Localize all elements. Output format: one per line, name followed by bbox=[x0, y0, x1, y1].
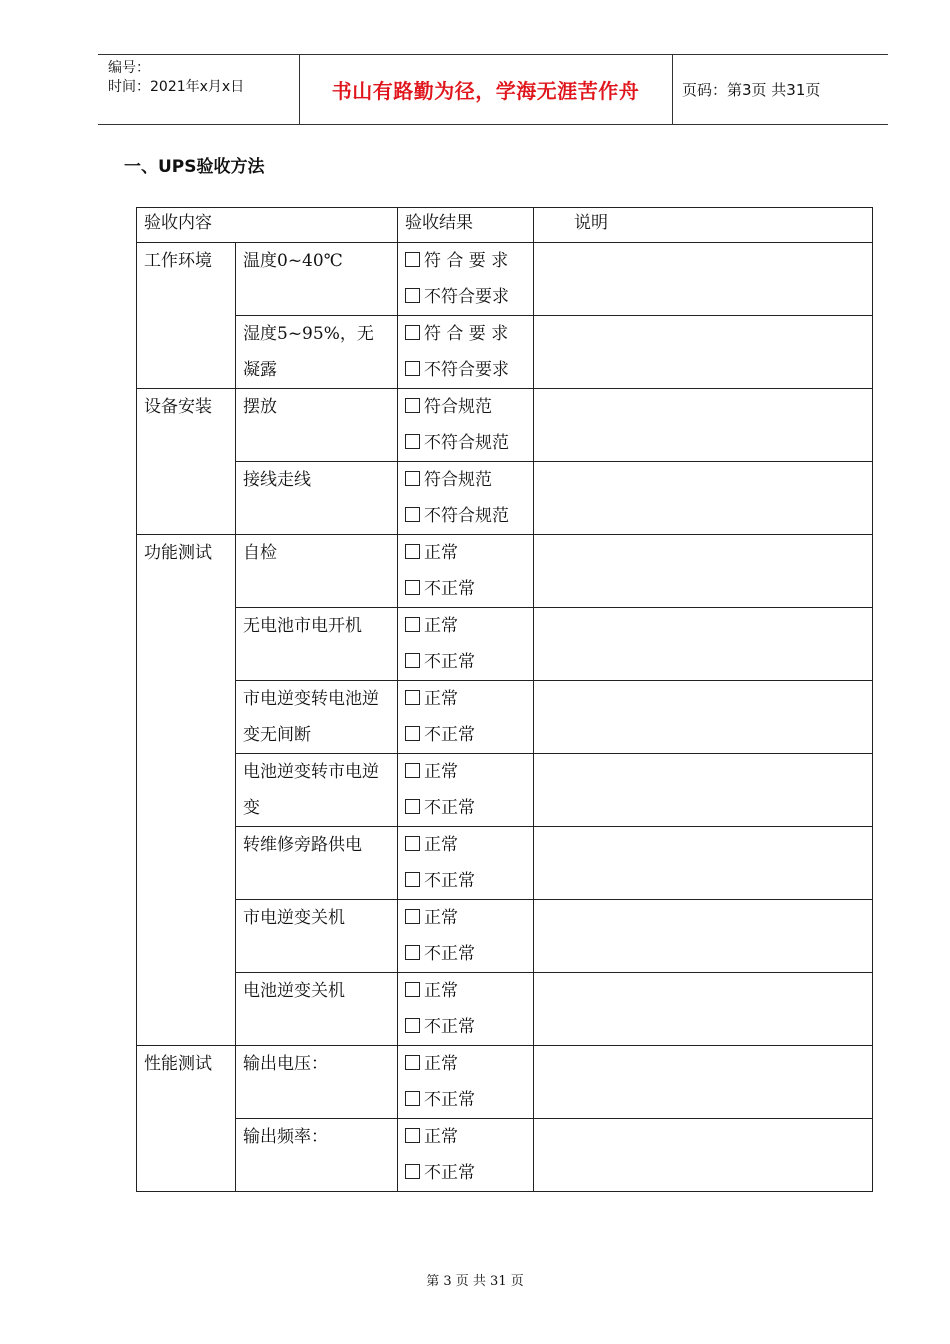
page-header bbox=[98, 54, 888, 125]
option-label: 不正常 bbox=[424, 652, 475, 672]
result-option[interactable] bbox=[405, 900, 526, 936]
option-label: 正常 bbox=[424, 762, 458, 782]
result-cell bbox=[398, 827, 534, 900]
result-option[interactable] bbox=[405, 243, 526, 279]
table-row bbox=[137, 389, 873, 462]
result-option[interactable] bbox=[405, 279, 526, 315]
notes-cell[interactable] bbox=[534, 827, 873, 900]
table-row bbox=[137, 681, 873, 754]
result-option[interactable] bbox=[405, 754, 526, 790]
header-page-code: 页码：第3页 共31页 bbox=[682, 81, 821, 99]
notes-cell[interactable] bbox=[534, 681, 873, 754]
notes-cell[interactable] bbox=[534, 462, 873, 535]
result-option[interactable] bbox=[405, 571, 526, 607]
result-option[interactable] bbox=[405, 827, 526, 863]
category-cell: 设备安装 bbox=[137, 389, 236, 535]
result-cell bbox=[398, 1046, 534, 1119]
category-cell: 工作环境 bbox=[137, 243, 236, 389]
item-name-cell: 接线走线 bbox=[236, 462, 398, 535]
notes-cell[interactable] bbox=[534, 243, 873, 316]
notes-cell[interactable] bbox=[534, 608, 873, 681]
result-option[interactable] bbox=[405, 498, 526, 534]
option-label: 符 合 要 求 bbox=[424, 324, 509, 344]
result-cell bbox=[398, 608, 534, 681]
checkbox-icon[interactable] bbox=[405, 434, 420, 449]
header-meta bbox=[108, 59, 244, 97]
header-result: 验收结果 bbox=[398, 208, 534, 243]
table-row bbox=[137, 754, 873, 827]
option-label: 正常 bbox=[424, 689, 458, 709]
table-row bbox=[137, 1119, 873, 1192]
option-label: 符合规范 bbox=[424, 470, 492, 490]
option-label: 不正常 bbox=[424, 579, 475, 599]
option-label: 不符合规范 bbox=[424, 433, 509, 453]
option-label: 正常 bbox=[424, 835, 458, 855]
option-label: 不正常 bbox=[424, 944, 475, 964]
checkbox-icon[interactable] bbox=[405, 763, 420, 778]
page-footer: 第 3 页 共 31 页 bbox=[426, 1274, 524, 1289]
header-notes: 说明 bbox=[534, 208, 873, 243]
option-label: 符合规范 bbox=[424, 397, 492, 417]
item-name-cell: 输出电压： bbox=[236, 1046, 398, 1119]
result-cell bbox=[398, 973, 534, 1046]
table-row bbox=[137, 973, 873, 1046]
result-option[interactable] bbox=[405, 1009, 526, 1045]
checkbox-icon[interactable] bbox=[405, 653, 420, 668]
checkbox-icon[interactable] bbox=[405, 580, 420, 595]
checkbox-icon[interactable] bbox=[405, 726, 420, 741]
checkbox-icon[interactable] bbox=[405, 325, 420, 340]
result-cell bbox=[398, 754, 534, 827]
option-label: 不正常 bbox=[424, 871, 475, 891]
item-name-cell: 自检 bbox=[236, 535, 398, 608]
result-option[interactable] bbox=[405, 681, 526, 717]
result-option[interactable] bbox=[405, 790, 526, 826]
result-option[interactable] bbox=[405, 425, 526, 461]
result-option[interactable] bbox=[405, 1155, 526, 1191]
option-label: 正常 bbox=[424, 616, 458, 636]
result-cell bbox=[398, 535, 534, 608]
item-name-cell: 摆放 bbox=[236, 389, 398, 462]
option-label: 不正常 bbox=[424, 798, 475, 818]
section-title: 一、UPS验收方法 bbox=[124, 157, 265, 177]
checkbox-icon[interactable] bbox=[405, 982, 420, 997]
checkbox-icon[interactable] bbox=[405, 544, 420, 559]
item-name-cell: 无电池市电开机 bbox=[236, 608, 398, 681]
checkbox-icon[interactable] bbox=[405, 872, 420, 887]
result-option[interactable] bbox=[405, 608, 526, 644]
option-label: 正常 bbox=[424, 981, 458, 1001]
checkbox-icon[interactable] bbox=[405, 361, 420, 376]
option-label: 符 合 要 求 bbox=[424, 251, 509, 271]
checkbox-icon[interactable] bbox=[405, 252, 420, 267]
checkbox-icon[interactable] bbox=[405, 690, 420, 705]
checkbox-icon[interactable] bbox=[405, 398, 420, 413]
item-name-cell: 湿度5~95%，无凝露 bbox=[236, 316, 398, 389]
option-label: 不正常 bbox=[424, 1017, 475, 1037]
table-row bbox=[137, 608, 873, 681]
option-label: 正常 bbox=[424, 1054, 458, 1074]
table-row bbox=[137, 316, 873, 389]
table-row bbox=[137, 243, 873, 316]
notes-cell[interactable] bbox=[534, 900, 873, 973]
header-divider bbox=[672, 55, 673, 124]
checkbox-icon[interactable] bbox=[405, 288, 420, 303]
result-cell bbox=[398, 243, 534, 316]
item-name-cell: 输出频率： bbox=[236, 1119, 398, 1192]
item-name-cell: 市电逆变转电池逆变无间断 bbox=[236, 681, 398, 754]
option-label: 不正常 bbox=[424, 725, 475, 745]
option-label: 不符合要求 bbox=[424, 360, 509, 380]
option-label: 不符合规范 bbox=[424, 506, 509, 526]
result-option[interactable] bbox=[405, 863, 526, 899]
item-name-cell: 电池逆变关机 bbox=[236, 973, 398, 1046]
notes-cell[interactable] bbox=[534, 973, 873, 1046]
notes-cell[interactable] bbox=[534, 754, 873, 827]
category-cell: 性能测试 bbox=[137, 1046, 236, 1192]
result-cell bbox=[398, 462, 534, 535]
result-cell bbox=[398, 1119, 534, 1192]
result-cell bbox=[398, 900, 534, 973]
notes-cell[interactable] bbox=[534, 389, 873, 462]
notes-cell[interactable] bbox=[534, 316, 873, 389]
result-option[interactable] bbox=[405, 973, 526, 1009]
result-option[interactable] bbox=[405, 1082, 526, 1118]
table-row bbox=[137, 1046, 873, 1119]
item-name-cell: 市电逆变关机 bbox=[236, 900, 398, 973]
checkbox-icon[interactable] bbox=[405, 909, 420, 924]
table-header-row bbox=[137, 208, 873, 243]
checkbox-icon[interactable] bbox=[405, 799, 420, 814]
result-option[interactable] bbox=[405, 316, 526, 352]
checkbox-icon[interactable] bbox=[405, 836, 420, 851]
checkbox-icon[interactable] bbox=[405, 1164, 420, 1179]
checkbox-icon[interactable] bbox=[405, 507, 420, 522]
result-option[interactable] bbox=[405, 936, 526, 972]
result-cell bbox=[398, 389, 534, 462]
result-option[interactable] bbox=[405, 462, 526, 498]
result-option[interactable] bbox=[405, 1046, 526, 1082]
checkbox-icon[interactable] bbox=[405, 1128, 420, 1143]
result-cell bbox=[398, 681, 534, 754]
checkbox-icon[interactable] bbox=[405, 1091, 420, 1106]
table-row bbox=[137, 462, 873, 535]
checkbox-icon[interactable] bbox=[405, 1018, 420, 1033]
result-option[interactable] bbox=[405, 389, 526, 425]
notes-cell[interactable] bbox=[534, 1046, 873, 1119]
option-label: 不符合要求 bbox=[424, 287, 509, 307]
notes-cell[interactable] bbox=[534, 535, 873, 608]
option-label: 不正常 bbox=[424, 1090, 475, 1110]
option-label: 正常 bbox=[424, 1127, 458, 1147]
table-row bbox=[137, 900, 873, 973]
item-name-cell: 温度0~40℃ bbox=[236, 243, 398, 316]
acceptance-table bbox=[136, 207, 873, 1192]
result-option[interactable] bbox=[405, 535, 526, 571]
result-option[interactable] bbox=[405, 717, 526, 753]
header-motto: 书山有路勤为径，学海无涯苦作舟 bbox=[331, 79, 640, 103]
option-label: 正常 bbox=[424, 908, 458, 928]
checkbox-icon[interactable] bbox=[405, 471, 420, 486]
result-option[interactable] bbox=[405, 1119, 526, 1155]
item-name-cell: 电池逆变转市电逆变 bbox=[236, 754, 398, 827]
notes-cell[interactable] bbox=[534, 1119, 873, 1192]
checkbox-icon[interactable] bbox=[405, 945, 420, 960]
result-option[interactable] bbox=[405, 352, 526, 388]
serial-label: 编号： bbox=[108, 60, 150, 76]
table-row bbox=[137, 535, 873, 608]
checkbox-icon[interactable] bbox=[405, 1055, 420, 1070]
result-cell bbox=[398, 316, 534, 389]
option-label: 不正常 bbox=[424, 1163, 475, 1183]
result-option[interactable] bbox=[405, 644, 526, 680]
item-name-cell: 转维修旁路供电 bbox=[236, 827, 398, 900]
checkbox-icon[interactable] bbox=[405, 617, 420, 632]
category-cell: 功能测试 bbox=[137, 535, 236, 1046]
option-label: 正常 bbox=[424, 543, 458, 563]
date-line: 时间：2021年x月x日 bbox=[108, 79, 245, 95]
header-content: 验收内容 bbox=[137, 208, 398, 243]
table-row bbox=[137, 827, 873, 900]
